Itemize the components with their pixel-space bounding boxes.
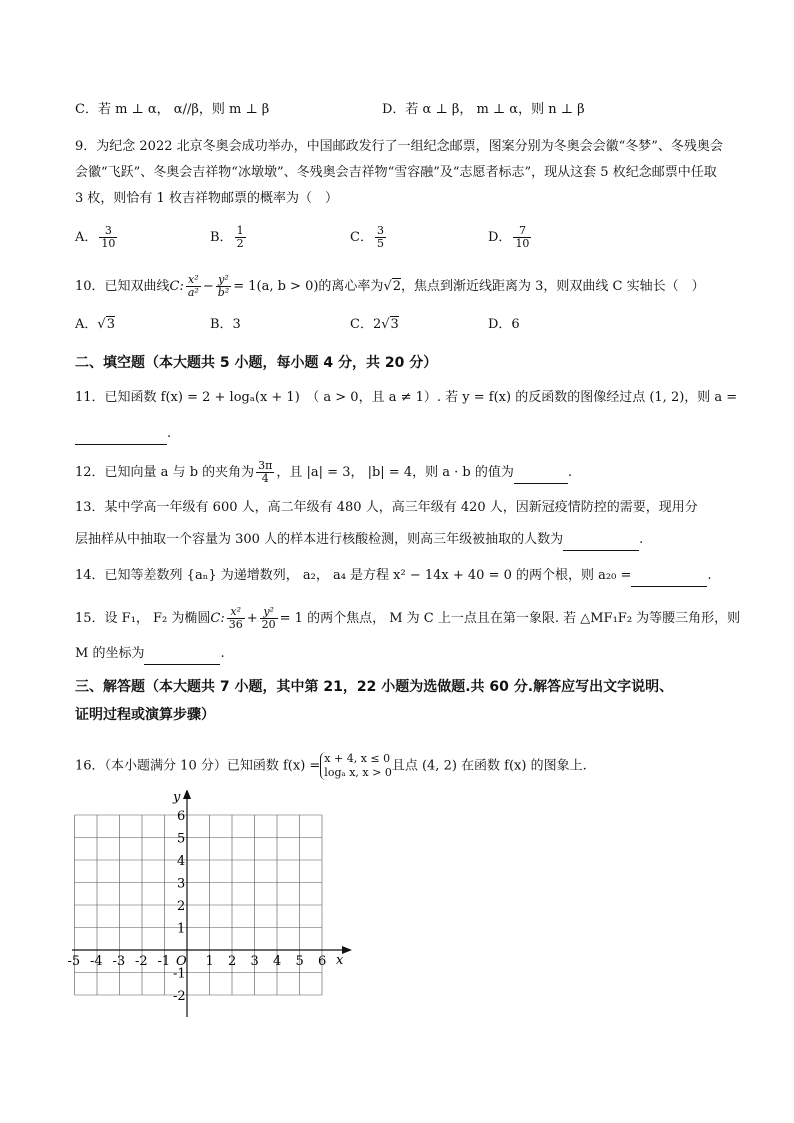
y-tick-label: 2 [177,899,186,914]
q9-option-d: D． $\frac{7}{10}$ [488,224,530,250]
question-13-line-2: 层抽样从中抽取一个容量为 300 人的样本进行核酸检测，则高三年级被抽取的人数为 . [75,530,643,551]
x-tick-label: 3 [250,954,259,969]
x-axis-label: x [336,953,344,968]
y-axis-arrow-icon [183,790,191,799]
question-15-line-2: M 的坐标为 . [75,644,225,665]
question-11-text: 11．已知函数 f(x) = 2 + logₐ(x + 1) （ a > 0，且 a ≠ 1）. 若 y = f(x) 的反函数的图像经过点 (1, 2)，则 a = [75,390,738,405]
x-tick-label: -4 [90,954,103,969]
q15-answer-blank[interactable] [144,644,220,665]
question-13-line-1: 13．某中学高一年级有 600 人，高二年级有 480 人，高三年级有 420 人，因新冠疫情防控的需要，现用分 [75,500,698,515]
coordinate-grid [60,790,380,1030]
q8-option-d: D．若 α ⊥ β， m ⊥ α，则 n ⊥ β [382,102,585,117]
y-tick-label: -2 [173,989,186,1004]
q14-answer-blank[interactable] [631,566,707,587]
q10-option-d: D．6 [488,317,520,332]
axes [72,790,352,1017]
question-9-text: 9．为纪念 2022 北京冬奥会成功举办，中国邮政发行了一组纪念邮票，图案分别为冬奥会会徽“冬梦”、冬残奥会会徽“飞跃”、冬奥会吉祥物“冰墩墩”、冬残奥会吉祥物“雪容融”及“志愿者标志”，现从这套 5 枚纪念邮票中任取 3 枚，则恰有 1 枚吉祥物邮票的概率为（ ） [75,139,723,206]
y-tick-label: 3 [177,876,186,892]
x-tick-label: -2 [135,954,148,969]
section-2-heading: 二、填空题（本大题共 5 小题，每小题 4 分，共 20 分） [75,355,438,371]
q13-answer-blank[interactable] [563,530,639,551]
x-tick-label: 2 [228,954,237,969]
x-tick-label: -5 [67,954,81,969]
question-12-text: 12．已知向量 a 与 b 的夹角为 $\frac{3\pi}{4}$ ，且 |a| = 3， |b| = 4，则 a · b 的值为 . [75,459,572,485]
q9-option-c: C． $\frac{3}{5}$ [350,224,384,250]
x-tick-label: 4 [273,954,282,969]
y-tick-label: 6 [177,809,186,824]
x-tick-label: 1 [205,954,214,969]
x-axis-arrow-icon [342,946,352,954]
question-14-text: 14．已知等差数列 {aₙ} 为递增数列， a₂， a₄ 是方程 x² − 14x + 40 = 0 的两个根，则 a₂₀ = . [75,566,711,587]
origin-label: O [176,954,187,969]
piecewise-brace: x + 4, x ≤ 0 logₐ x, x > 0 [320,752,392,780]
x-tick-label: -1 [157,954,171,969]
question-16-text: 16．（本小题满分 10 分）已知函数 f(x) = x + 4, x ≤ 0 logₐ x, x > 0 且点 (4, 2) 在函数 f(x) 的图象上. [75,752,587,779]
x-tick-label: 6 [318,954,327,969]
q11-answer-blank[interactable] [75,424,167,445]
question-11-answer-line: . [75,424,171,445]
section-3-heading-line-1: 三、解答题（本大题共 7 小题，其中第 21，22 小题为选做题.共 60 分.解答应写出文字说明、 [75,679,674,695]
q12-answer-blank[interactable] [514,463,568,484]
y-tick-label: 5 [177,831,186,847]
section-3-heading-line-2: 证明过程或演算步骤） [75,707,215,723]
x-tick-label: 5 [295,954,304,969]
q10-option-c: C．2√3 [350,317,399,332]
y-axis-label: y [173,790,181,805]
q9-option-a: A． $\frac{3}{10}$ [75,224,116,250]
question-10-text: 10．已知双曲线C: $\frac{\text{x²}}{\text{a²}}$ − $\frac{\text{y²}}{\text{b²}}$ = 1(a, b > 0)的离心率为√2，焦点到渐近线距离为 3，则双曲线 C 实轴长（ ） [75,273,705,299]
y-tick-label: 1 [177,921,186,937]
tick-labels [68,790,345,1004]
x-tick-label: -3 [112,954,126,969]
q10-option-b: B．3 [210,317,241,332]
q10-option-a: A．√3 [75,317,115,332]
q8-option-c: C．若 m ⊥ α， α//β，则 m ⊥ β [75,102,270,117]
y-tick-label: -1 [173,966,186,982]
y-tick-label: 4 [177,854,186,869]
question-15-line-1: 15．设 F₁， F₂ 为椭圆C: $\frac{\text{x²}}{36}$ + $\frac{\text{y²}}{20}$ = 1 的两个焦点， M 为 C 上一点且在第一象限. 若 △MF₁F₂ 为等腰三角形，则 [75,605,741,631]
q9-option-b: B． $\frac{1}{2}$ [210,224,244,250]
